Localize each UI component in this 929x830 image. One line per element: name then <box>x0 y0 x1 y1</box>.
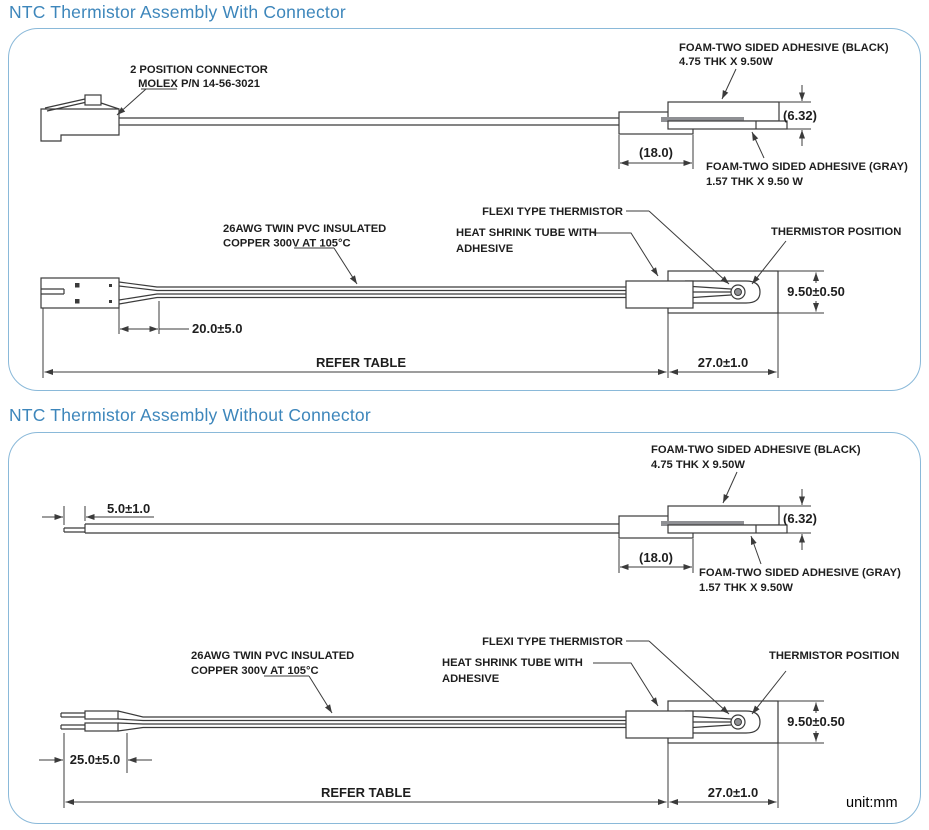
dim-shrink-length: (18.0) <box>639 145 673 160</box>
dim-total-length: REFER TABLE <box>315 355 407 370</box>
connector-side-view <box>41 95 119 141</box>
unit-note: unit:mm <box>846 795 898 811</box>
wire-callout <box>191 650 354 713</box>
dim-split-length: 25.0±5.0 <box>69 752 121 767</box>
foam-black-callout <box>651 444 861 503</box>
wire-label-line1: 26AWG TWIN PVC INSULATED <box>191 650 355 662</box>
drawing-without-connector <box>9 433 917 820</box>
foam-gray-label-line1: FOAM-TWO SIDED ADHESIVE (GRAY) <box>699 567 901 579</box>
connector-label-line1: 2 POSITION CONNECTOR <box>130 64 268 76</box>
heat-shrink-label-line1: HEAT SHRINK TUBE WITH <box>442 657 583 669</box>
dim-foam-height: (6.32) <box>783 108 817 123</box>
wire-label-line2: COPPER 300V AT 105°C <box>223 237 351 250</box>
flexi-thermistor-label: FLEXI TYPE THERMISTOR <box>482 636 623 648</box>
thermistor-position-label: THERMISTOR POSITION <box>771 226 902 238</box>
foam-black-label-line1: FOAM-TWO SIDED ADHESIVE (BLACK) <box>651 444 861 456</box>
twin-wire-top-view <box>118 711 629 731</box>
heat-shrink-label-line2: ADHESIVE <box>442 673 500 685</box>
foam-black-label-line1: FOAM-TWO SIDED ADHESIVE (BLACK) <box>679 42 889 54</box>
heat-shrink-label-line2: ADHESIVE <box>456 243 514 255</box>
strip-dimension <box>42 501 154 525</box>
stripped-wires-top-view <box>61 711 118 731</box>
foam-gray-callout <box>699 536 901 594</box>
twin-wire-top-view <box>119 282 629 304</box>
dim-tip-length: 27.0±1.0 <box>707 785 759 800</box>
drawing-with-connector <box>9 29 917 387</box>
foam-gray-label-line2: 1.57 THK X 9.50 W <box>706 176 803 188</box>
foam-gray-label-line1: FOAM-TWO SIDED ADHESIVE (GRAY) <box>706 161 908 173</box>
total-length-dimension <box>64 733 667 808</box>
dim-foam-height: (6.32) <box>783 511 817 526</box>
cable-side-view <box>85 524 629 533</box>
connector-callout <box>117 64 268 115</box>
cable-side-view <box>119 118 629 125</box>
wire-label-line1: 26AWG TWIN PVC INSULATED <box>223 223 387 235</box>
foam-gray-label-line2: 1.57 THK X 9.50W <box>699 582 793 594</box>
heat-shrink-label-line1: HEAT SHRINK TUBE WITH <box>456 227 597 239</box>
page-title-with-connector: NTC Thermistor Assembly With Connector <box>9 2 346 22</box>
foam-black-callout <box>679 42 889 99</box>
foam-gray-callout <box>706 132 908 188</box>
flexi-thermistor-label: FLEXI TYPE THERMISTOR <box>482 206 623 218</box>
dim-split-length: 20.0±5.0 <box>192 321 243 336</box>
connector-top-view <box>41 278 119 308</box>
total-length-dimension <box>43 308 667 378</box>
dim-tip-length: 27.0±1.0 <box>697 355 749 370</box>
foam-black-label-line2: 4.75 THK X 9.50W <box>679 56 773 68</box>
heat-shrink-callout <box>442 657 583 685</box>
wire-label-line2: COPPER 300V AT 105°C <box>191 665 319 677</box>
dim-tip-width: 9.50±0.50 <box>787 714 845 729</box>
dim-tip-width: 9.50±0.50 <box>787 284 845 299</box>
thermistor-position-label: THERMISTOR POSITION <box>769 650 900 662</box>
wire-callout <box>223 223 386 284</box>
dim-strip-length: 5.0±1.0 <box>107 501 151 516</box>
dim-total-length: REFER TABLE <box>320 785 412 800</box>
panel-without-connector <box>8 432 921 824</box>
connector-label-line2: MOLEX P/N 14-56-3021 <box>138 78 260 90</box>
split-dimension <box>119 301 243 336</box>
page-title-without-connector: NTC Thermistor Assembly Without Connector <box>9 405 371 425</box>
foam-black-label-line2: 4.75 THK X 9.50W <box>651 459 745 471</box>
split-dimension <box>39 733 152 773</box>
heat-shrink-callout <box>456 227 597 255</box>
stripped-wire-side-view <box>64 528 85 532</box>
dim-shrink-length: (18.0) <box>639 550 673 565</box>
panel-with-connector <box>8 28 921 391</box>
